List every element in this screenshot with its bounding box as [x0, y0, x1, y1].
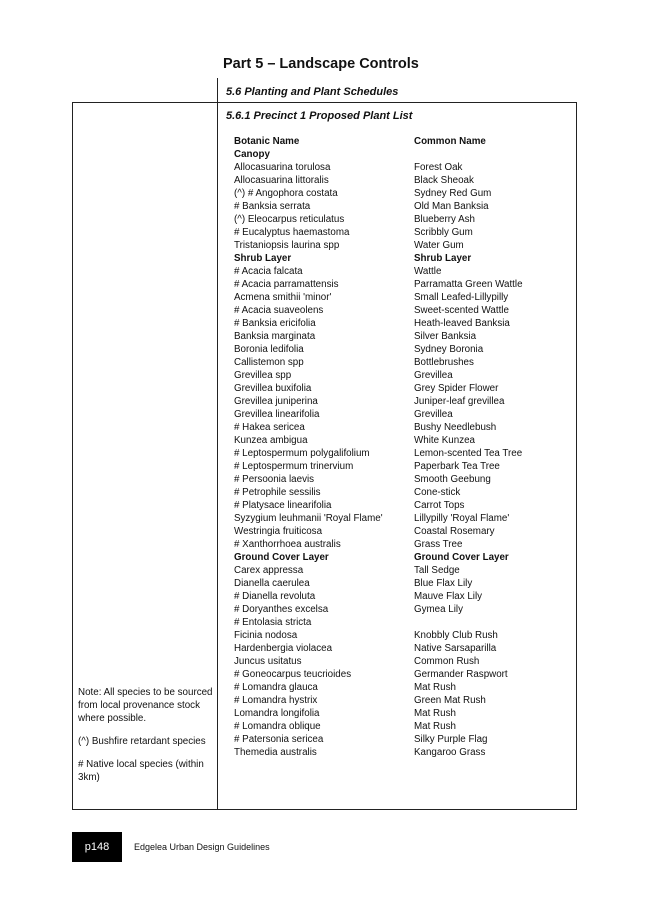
- table-row: [234, 577, 569, 590]
- table-row: [234, 694, 569, 707]
- notes-block: [78, 686, 214, 794]
- note-text: (^) Bushfire retardant species: [78, 736, 206, 747]
- table-row: [234, 525, 569, 538]
- botanic-name: # Xanthorrhoea australis: [234, 539, 341, 550]
- table-row: [234, 213, 569, 226]
- common-name: Cone-stick: [414, 487, 461, 498]
- table-row: [234, 174, 569, 187]
- common-name: Heath-leaved Banksia: [414, 318, 510, 329]
- common-name: Black Sheoak: [414, 175, 474, 186]
- table-row: [234, 564, 569, 577]
- page-number-badge: p148: [72, 832, 122, 862]
- table-row: [234, 395, 569, 408]
- common-name: Parramatta Green Wattle: [414, 279, 523, 290]
- common-name: Scribbly Gum: [414, 227, 473, 238]
- botanic-name: # Dianella revoluta: [234, 591, 316, 602]
- botanic-name: # Lomandra hystrix: [234, 695, 318, 706]
- botanic-name: Grevillea buxifolia: [234, 383, 312, 394]
- botanic-name: # Lomandra oblique: [234, 721, 321, 732]
- botanic-name: Grevillea juniperina: [234, 396, 318, 407]
- botanic-name: Shrub Layer: [234, 253, 292, 264]
- botanic-name: # Eucalyptus haemastoma: [234, 227, 350, 238]
- table-row: [234, 434, 569, 447]
- botanic-name: Kunzea ambigua: [234, 435, 308, 446]
- table-row: [234, 499, 569, 512]
- table-row: [234, 720, 569, 733]
- part-title: Part 5 – Landscape Controls: [223, 56, 419, 72]
- botanic-name: Juncus usitatus: [234, 656, 302, 667]
- botanic-name: Ground Cover Layer: [234, 552, 329, 563]
- botanic-name: Dianella caerulea: [234, 578, 310, 589]
- botanic-name: Carex appressa: [234, 565, 304, 576]
- botanic-name: Themedia australis: [234, 747, 317, 758]
- table-row: [234, 317, 569, 330]
- botanic-name: # Goneocarpus teucrioides: [234, 669, 352, 680]
- table-row: [234, 707, 569, 720]
- common-name: Water Gum: [414, 240, 464, 251]
- table-header-row: [234, 135, 569, 148]
- botanic-name: Tristaniopsis laurina spp: [234, 240, 340, 251]
- common-name: Juniper-leaf grevillea: [414, 396, 505, 407]
- note-text: # Native local species (within 3km): [78, 759, 204, 783]
- common-name: Grevillea: [414, 409, 453, 420]
- frame-column-divider: [217, 102, 218, 810]
- common-name: Sydney Boronia: [414, 344, 484, 355]
- layer-heading-row: [234, 551, 569, 564]
- common-name: Tall Sedge: [414, 565, 460, 576]
- botanic-name: # Doryanthes excelsa: [234, 604, 329, 615]
- botanic-name: Allocasuarina littoralis: [234, 175, 329, 186]
- botanic-name: Hardenbergia violacea: [234, 643, 333, 654]
- common-name: Shrub Layer: [414, 253, 472, 264]
- botanic-name: # Acacia falcata: [234, 266, 303, 277]
- table-row: [234, 603, 569, 616]
- botanic-name: Acmena smithii 'minor': [234, 292, 332, 303]
- table-row: [234, 629, 569, 642]
- table-row: [234, 187, 569, 200]
- layer-heading-row: [234, 148, 569, 161]
- table-row: [234, 239, 569, 252]
- section-title: 5.6 Planting and Plant Schedules: [226, 86, 399, 98]
- botanic-name: Westringia fruiticosa: [234, 526, 323, 537]
- common-name: Mat Rush: [414, 721, 456, 732]
- table-row: [234, 421, 569, 434]
- table-row: [234, 330, 569, 343]
- botanic-name: Grevillea linearifolia: [234, 409, 320, 420]
- layer-heading-row: [234, 252, 569, 265]
- common-name: White Kunzea: [414, 435, 475, 446]
- botanic-name: Callistemon spp: [234, 357, 304, 368]
- table-row: [234, 278, 569, 291]
- common-name-header: Common Name: [414, 136, 486, 147]
- common-name: Silky Purple Flag: [414, 734, 488, 745]
- botanic-name: # Banksia ericifolia: [234, 318, 316, 329]
- botanic-name: Grevillea spp: [234, 370, 292, 381]
- common-name: [414, 148, 569, 161]
- common-name: Lemon-scented Tea Tree: [414, 448, 523, 459]
- common-name: Forest Oak: [414, 162, 463, 173]
- botanic-name: # Hakea sericea: [234, 422, 305, 433]
- botanic-name: Boronia ledifolia: [234, 344, 304, 355]
- common-name: Gymea Lily: [414, 604, 463, 615]
- common-name: Blueberry Ash: [414, 214, 475, 225]
- table-row: [234, 447, 569, 460]
- table-row: [234, 668, 569, 681]
- botanic-name: # Persoonia laevis: [234, 474, 315, 485]
- table-row: [234, 616, 569, 629]
- common-name: Sydney Red Gum: [414, 188, 492, 199]
- botanic-name: Banksia marginata: [234, 331, 316, 342]
- plant-list-table: [234, 135, 569, 759]
- common-name: Germander Raspwort: [414, 669, 508, 680]
- botanic-name: # Acacia suaveolens: [234, 305, 324, 316]
- table-row: [234, 369, 569, 382]
- common-name: Mauve Flax Lily: [414, 591, 483, 602]
- table-row: [234, 733, 569, 746]
- botanic-name-header: Botanic Name: [234, 136, 300, 147]
- common-name: Grevillea: [414, 370, 453, 381]
- table-row: [234, 291, 569, 304]
- botanic-name: Allocasuarina torulosa: [234, 162, 331, 173]
- common-name: Kangaroo Grass: [414, 747, 486, 758]
- botanic-name: # Entolasia stricta: [234, 617, 312, 628]
- botanic-name: # Petrophile sessilis: [234, 487, 321, 498]
- header-divider-line: [217, 78, 218, 102]
- common-name: Bushy Needlebush: [414, 422, 497, 433]
- table-row: [234, 356, 569, 369]
- botanic-name: # Banksia serrata: [234, 201, 311, 212]
- table-row: [234, 343, 569, 356]
- footer-document-title: Edgelea Urban Design Guidelines: [134, 842, 270, 852]
- table-row: [234, 408, 569, 421]
- common-name: Wattle: [414, 266, 442, 277]
- table-row: [234, 486, 569, 499]
- botanic-name: # Lomandra glauca: [234, 682, 318, 693]
- common-name: Ground Cover Layer: [414, 552, 509, 563]
- common-name: Old Man Banksia: [414, 201, 489, 212]
- common-name: Smooth Geebung: [414, 474, 491, 485]
- common-name: Grey Spider Flower: [414, 383, 499, 394]
- table-row: [234, 226, 569, 239]
- table-row: [234, 382, 569, 395]
- botanic-name: # Leptospermum polygalifolium: [234, 448, 370, 459]
- table-row: [234, 473, 569, 486]
- botanic-name: # Patersonia sericea: [234, 734, 324, 745]
- table-row: [234, 460, 569, 473]
- table-row: [234, 590, 569, 603]
- common-name: Grass Tree: [414, 539, 463, 550]
- common-name: Carrot Tops: [414, 500, 465, 511]
- table-row: [234, 265, 569, 278]
- table-row: [234, 161, 569, 174]
- botanic-name: Canopy: [234, 149, 270, 160]
- table-row: [234, 655, 569, 668]
- common-name: Silver Banksia: [414, 331, 477, 342]
- table-row: [234, 538, 569, 551]
- common-name: Blue Flax Lily: [414, 578, 473, 589]
- common-name: Common Rush: [414, 656, 480, 667]
- common-name: Coastal Rosemary: [414, 526, 495, 537]
- common-name: Knobbly Club Rush: [414, 630, 498, 641]
- common-name: Sweet-scented Wattle: [414, 305, 509, 316]
- botanic-name: Ficinia nodosa: [234, 630, 298, 641]
- table-row: [234, 512, 569, 525]
- common-name: Mat Rush: [414, 708, 456, 719]
- subsection-title: 5.6.1 Precinct 1 Proposed Plant List: [226, 110, 413, 122]
- common-name: Paperbark Tea Tree: [414, 461, 500, 472]
- table-row: [234, 642, 569, 655]
- table-row: [234, 200, 569, 213]
- botanic-name: (^) Eleocarpus reticulatus: [234, 214, 345, 225]
- common-name: Bottlebrushes: [414, 357, 474, 368]
- botanic-name: Syzygium leuhmanii 'Royal Flame': [234, 513, 383, 524]
- botanic-name: # Platysace linearifolia: [234, 500, 332, 511]
- common-name: Native Sarsaparilla: [414, 643, 497, 654]
- note-text: Note: All species to be sourced from local provenance stock where possible.: [78, 687, 213, 724]
- table-row: [234, 746, 569, 759]
- table-row: [234, 304, 569, 317]
- common-name: Mat Rush: [414, 682, 456, 693]
- common-name: Green Mat Rush: [414, 695, 486, 706]
- botanic-name: (^) # Angophora costata: [234, 188, 338, 199]
- common-name: Small Leafed-Lillypilly: [414, 292, 509, 303]
- common-name: Lillypilly 'Royal Flame': [414, 513, 510, 524]
- botanic-name: # Leptospermum trinervium: [234, 461, 354, 472]
- botanic-name: # Acacia parramattensis: [234, 279, 339, 290]
- botanic-name: Lomandra longifolia: [234, 708, 320, 719]
- common-name: [414, 616, 569, 629]
- table-row: [234, 681, 569, 694]
